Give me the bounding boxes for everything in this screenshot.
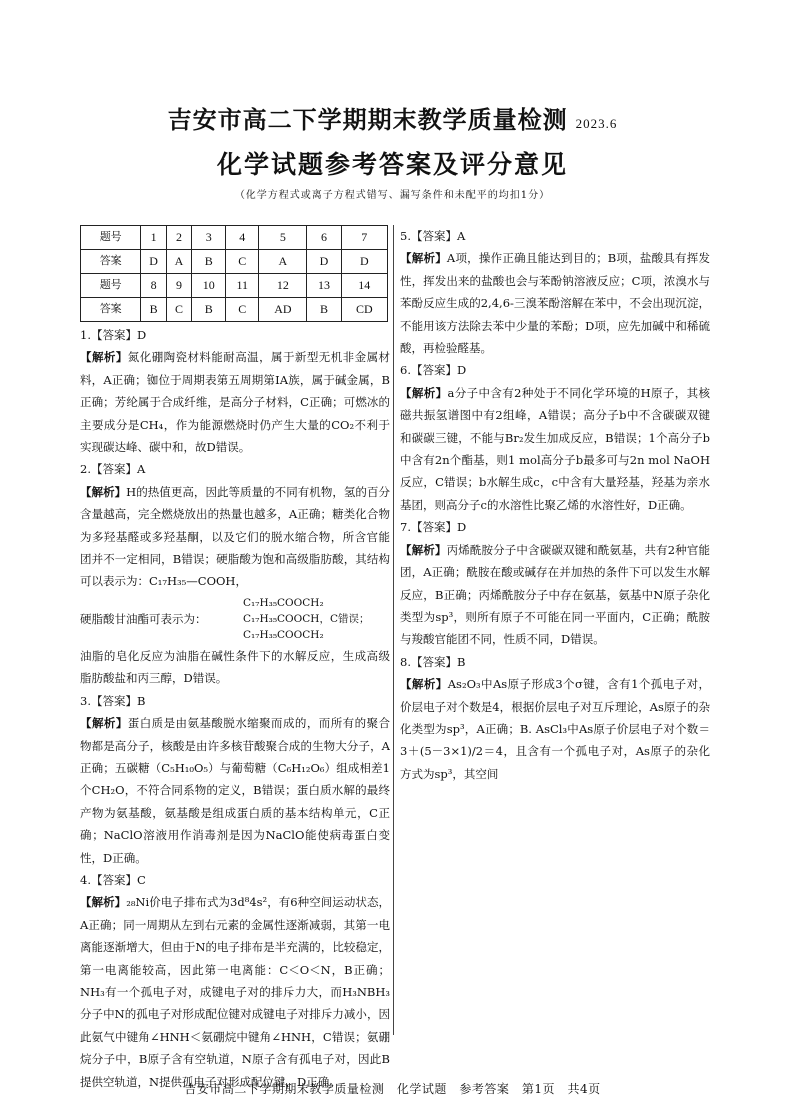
question-number-cell: 13: [307, 274, 341, 298]
document-subtitle: 化学试题参考答案及评分意见: [216, 150, 568, 179]
answer-heading: 6.【答案】D: [400, 363, 467, 378]
question-number-cell: 12: [259, 274, 307, 298]
formula-line: C₁₇H₃₅COOCH，C错误；: [243, 612, 370, 625]
explanation-tag: 【解析】: [400, 542, 447, 557]
question-8: [400, 651, 710, 785]
scoring-note: （化学方程式或离子方程式错写、漏写条件和未配平的均扣1分）: [234, 190, 551, 201]
table-header-cell: 题号: [81, 274, 141, 298]
answer-cell: CD: [341, 298, 387, 322]
explanation-text: 蛋白质是由氨基酸脱水缩聚而成的，而所有的聚合物都是高分子，核酸是由许多核苷酸聚合成的生物大分子，A正确；五碳糖（C₅H₁₀O₅）与葡萄糖（C₆H₁₂O₆）组成相差1个CH₂O，不符合同系物的定义，B错误；蛋白质水解的最终产物为氨基酸，氨基酸是组成蛋白质的基本结构单元，C正确；NaClO溶液用作消毒剂是因为NaClO能使病毒蛋白变性，D正确。: [80, 716, 391, 865]
explanation-text: A项，操作正确且能达到目的；B项，盐酸具有挥发性，挥发出来的盐酸也会与苯酚钠溶液反应；C项，浓溴水与苯酚反应生成的2,4,6-三溴苯酚溶解在苯中，不会出现沉淀，不能用该方法除去苯中少量的苯酚；D项，应先加碱中和稀硫酸，再检验醛基。: [400, 251, 710, 356]
answer-cell: B: [141, 298, 166, 322]
formula-line: C₁₇H₃₅COOCH₂: [243, 628, 324, 641]
question-number-cell: 1: [141, 226, 166, 250]
table-row: [81, 274, 388, 298]
page-title: [0, 100, 785, 135]
table-row: [81, 298, 388, 322]
table-header-cell: 答案: [81, 298, 141, 322]
answer-cell: D: [141, 250, 166, 274]
answer-heading: 8.【答案】B: [400, 654, 466, 669]
explanation-text: ₂₈Ni价电子排布式为3d⁸4s²，有6种空间运动状态，A正确；同一周期从左到右元素的金属性逐渐减弱，其第一电离能逐渐增大，但由于N的电子排布是半充满的，比较稳定，第一电离能较高，因此第一电离能：C＜O＜N，B正确；NH₃有一个孤电子对，成键电子对的排斥力大，而H₃NBH₃分子中N的孤电子对形成配位键对成键电子对排斥力减小，因此氨气中键角∠HNH＜氨硼烷中键角∠HNH，C错误；氨硼烷分子中，B原子含有空轨道，N原子含有孤电子对，因此B提供空轨道，N提供孤电子对形成配位键，D正确。: [80, 895, 390, 1089]
explanation-tag: 【解析】: [80, 716, 128, 731]
answer-cell: D: [341, 250, 387, 274]
question-number-cell: 4: [226, 226, 259, 250]
question-4: [80, 869, 390, 1093]
question-number-cell: 14: [341, 274, 387, 298]
question-7: [400, 516, 710, 650]
explanation-tag: 【解析】: [80, 350, 128, 365]
answer-cell: C: [226, 298, 259, 322]
table-row: [81, 226, 388, 250]
page-footer: 吉安市高二下学期期末教学质量检测 化学试题 参考答案 第1页 共4页: [184, 1082, 601, 1096]
answer-cell: B: [192, 250, 226, 274]
right-column: [400, 225, 710, 785]
explanation: [400, 382, 710, 516]
table-header-cell: 答案: [81, 250, 141, 274]
answer-cell: D: [307, 250, 341, 274]
explanation: [80, 712, 390, 869]
explanation-continued: 油脂的皂化反应为油脂在碱性条件下的水解反应，生成高级脂肪酸盐和丙三醇，D错误。: [80, 648, 390, 686]
explanation: [400, 539, 710, 651]
answer-heading: 1.【答案】D: [80, 328, 147, 342]
explanation: [400, 247, 710, 359]
explanation: [80, 346, 390, 458]
answer-heading: 7.【答案】D: [400, 520, 467, 535]
explanation-text: H的热值更高，因此等质量的不同有机物，氢的百分含量越高，完全燃烧放出的热量也越多，A正确；糖类化合物为多羟基醛或多羟基酮，以及它们的脱水缩合物，所含官能团并不一定相同，B错误；硬脂酸为饱和高级脂肪酸，其结构可以表示为：C₁₇H₃₅—COOH，: [80, 484, 391, 589]
structural-formula: [80, 595, 390, 643]
question-number-cell: 8: [141, 274, 166, 298]
explanation-text: 氮化硼陶瓷材料能耐高温，属于新型无机非金属材料，A正确；铷位于周期表第五周期第ⅠA族，属于碱金属，B正确；芳纶属于合成纤维，是高分子材料，C正确；可燃冰的主要成分是CH₄，作为能源燃烧时仍产生大量的CO₂不利于实现碳达峰、碳中和，故D错误。: [80, 350, 391, 455]
explanation-text: a分子中含有2种处于不同化学环境的H原子，其核磁共振氢谱图中有2组峰，A错误；高分子b中不含碳碳双键和碳碳三键，不能与Br₂发生加成反应，B错误；1个高分子b中含有2n个酯基，则1 mol高分子b最多可与2n mol NaOH反应，C错误；b水解生成c，c中含有大量羟基，羟基为亲水基团，则高分子c的水溶性比聚乙烯的水溶性好，D正确。: [400, 385, 711, 512]
column-divider: [393, 225, 394, 1035]
formula-label: 硬脂酸甘油酯可表示为：: [80, 611, 207, 626]
question-number-cell: 5: [259, 226, 307, 250]
answer-cell: C: [226, 250, 259, 274]
answer-heading: 5.【答案】A: [400, 229, 466, 243]
question-number-cell: 6: [307, 226, 341, 250]
explanation-tag: 【解析】: [400, 385, 448, 400]
left-column: [80, 225, 390, 1093]
exam-title: 吉安市高二下学期期末教学质量检测: [167, 106, 568, 134]
answer-cell: B: [192, 298, 226, 322]
answer-heading: 4.【答案】C: [80, 872, 146, 887]
formula-line: C₁₇H₃₅COOCH₂: [243, 596, 324, 609]
question-number-cell: 11: [226, 274, 259, 298]
explanation-tag: 【解析】: [400, 677, 448, 692]
question-3: [80, 690, 390, 869]
explanation: [80, 891, 390, 1093]
table-header-cell: 题号: [81, 226, 141, 250]
answer-cell: A: [166, 250, 191, 274]
answer-heading: 2.【答案】A: [80, 462, 146, 477]
answer-heading: 3.【答案】B: [80, 693, 146, 708]
explanation-tag: 【解析】: [400, 251, 447, 266]
exam-date: 2023.6: [575, 116, 618, 131]
question-number-cell: 7: [341, 226, 387, 250]
explanation-text: 丙烯酰胺分子中含碳碳双键和酰氨基，共有2种官能团，A正确；酰胺在酸或碱存在并加热的条件下可以发生水解反应，B正确；丙烯酰胺分子中存在氨基，氨基中N原子杂化类型为sp³，则所有原子不可能在同一平面内，C正确；酰胺与羧酸官能团不同，性质不同，D错误。: [400, 542, 710, 647]
answer-cell: B: [307, 298, 341, 322]
question-number-cell: 10: [192, 274, 226, 298]
explanation-text: As₂O₃中As原子形成3个σ键，含有1个孤电子对，价层电子对个数是4，根据价层电子对互斥理论，As原子的杂化类型为sp³，A正确；B. AsCl₃中As原子价层电子对个数＝3＋(5－3×1)/2＝4，且含有一个孤电子对，As原子的杂化方式为sp³，其空间: [400, 677, 711, 781]
question-1: [80, 324, 390, 458]
answer-table: [80, 225, 388, 322]
explanation: [80, 481, 390, 593]
question-number-cell: 2: [166, 226, 191, 250]
answer-cell: AD: [259, 298, 307, 322]
table-row: [81, 250, 388, 274]
question-5: [400, 225, 710, 359]
explanation-tag: 【解析】: [80, 895, 127, 910]
explanation-tag: 【解析】: [80, 484, 127, 499]
question-2: [80, 458, 390, 689]
answer-cell: A: [259, 250, 307, 274]
question-number-cell: 3: [192, 226, 226, 250]
explanation: [400, 673, 710, 785]
question-number-cell: 9: [166, 274, 191, 298]
answer-cell: C: [166, 298, 191, 322]
question-6: [400, 359, 710, 516]
